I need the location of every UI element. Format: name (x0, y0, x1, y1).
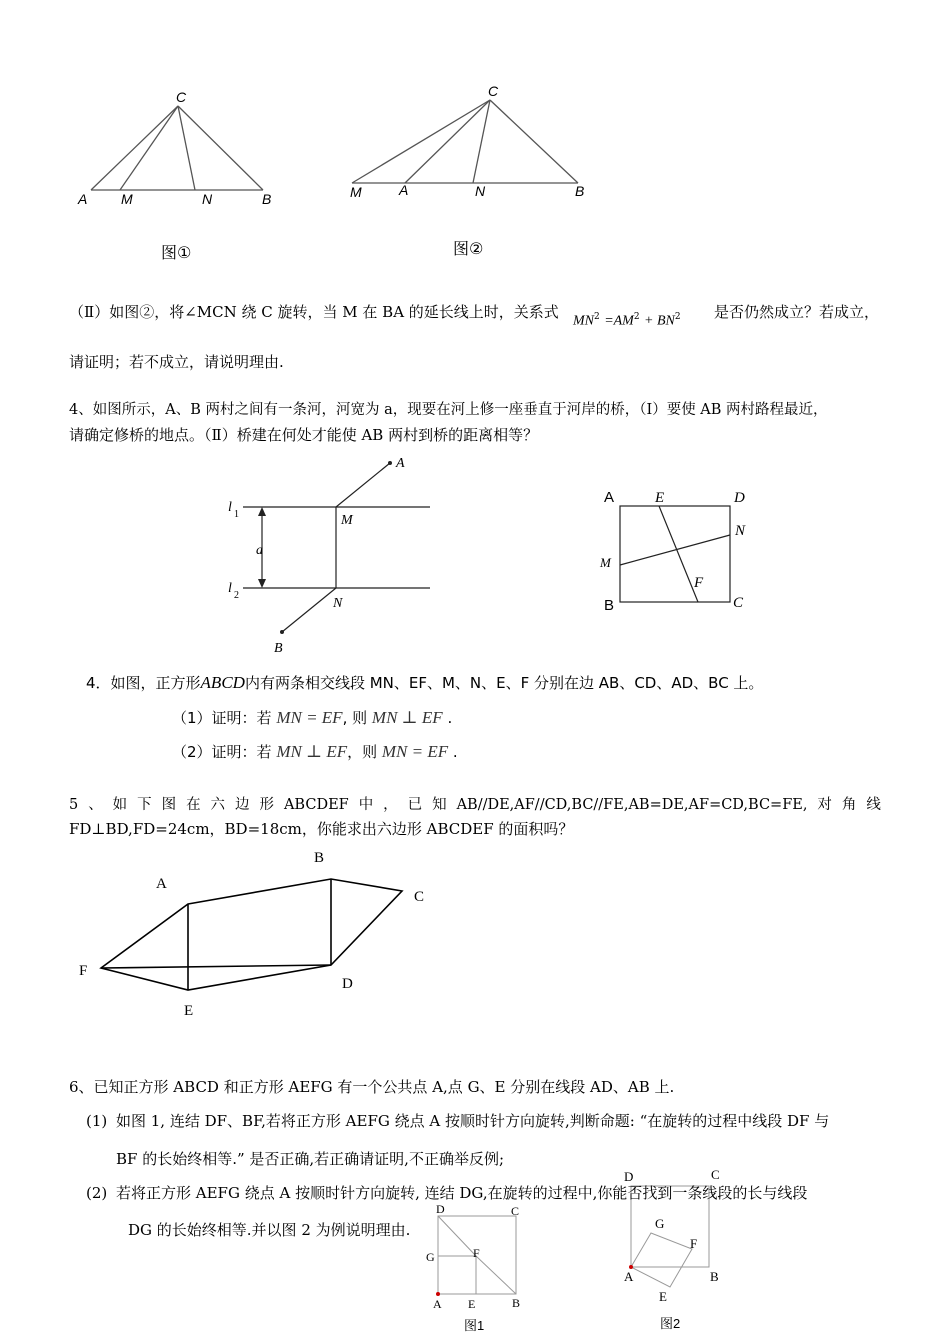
sq-label-b: B (604, 597, 615, 614)
q6-p2-line1: 若将正方形 AEFG 绕点 A 按顺时针方向旋转, 连结 DG,在旋转的过程中,你能否找到一条线段的长与线段 (116, 1184, 808, 1202)
q4-river-line1: 4、如图所示，A、B 两村之间有一条河，河宽为 a，现要在河上修一座垂直于河岸的桥，（Ⅰ）要使 AB 两村路程最近， (69, 402, 828, 418)
q5-w11: ， (383, 797, 398, 813)
q6f1-label-a: A (433, 1297, 442, 1311)
q5-w2: 如 (112, 797, 128, 813)
q4-p1-mid: , 则 (342, 709, 368, 727)
river-label-l2-sub: 2 (234, 590, 239, 601)
q4-p1-conc: MN ⊥ EF (371, 708, 443, 727)
q5-w4: 图 (161, 797, 177, 813)
q6f2-caption: 图2 (660, 1316, 681, 1331)
q5-w15: 对 (817, 797, 832, 813)
hex-label-e: E (184, 1003, 194, 1019)
q5-w17: 线 (866, 797, 881, 813)
river-label-b: B (274, 641, 283, 656)
q4-p1-end: . (447, 709, 453, 727)
q5-w16: 角 (841, 797, 857, 813)
q6f2-label-g: G (655, 1216, 665, 1231)
fig1-caption: 图① (161, 243, 192, 262)
q4-square-part1 (172, 708, 452, 728)
q5-w8: 形 (259, 797, 274, 813)
q4-square-part2 (172, 742, 458, 762)
sq-label-n: N (735, 523, 746, 539)
q5-w10: 中 (358, 797, 374, 813)
q3-part2-line1-end: 是否仍然成立？若成立， (714, 303, 880, 321)
sq-label-a: A (604, 489, 615, 506)
hex-label-c: C (414, 889, 425, 905)
fig2-label-m: M (350, 184, 362, 200)
river-label-a-width: a (256, 543, 263, 558)
q6f2-label-c: C (711, 1167, 720, 1182)
hex-label-d: D (342, 976, 353, 992)
q6f1-label-d: D (436, 1202, 445, 1216)
q5-w13: 知 (432, 797, 447, 813)
fig1-label-a: A (78, 191, 88, 207)
q4-p1-cond: MN = EF (276, 708, 343, 727)
river-label-l2: l (228, 581, 232, 596)
formula-am: =AM (604, 313, 634, 329)
sq-label-e: E (655, 490, 665, 506)
q5-w3: 下 (137, 797, 152, 813)
formula-exp-3: 2 (674, 312, 681, 322)
q4-square-intro-a: 4．如图，正方形 (86, 674, 201, 692)
q4-p2-end: . (452, 743, 458, 761)
sq-label-d: D (734, 490, 745, 506)
q6-p2-num: (2) (86, 1184, 108, 1202)
fig2-label-c: C (488, 83, 499, 99)
fig1-label-n: N (202, 191, 213, 207)
q4-p2-conc: MN = EF (381, 742, 449, 761)
q6f1-caption: 图1 (464, 1318, 485, 1333)
q4-p2-mid: ，则 (347, 743, 378, 761)
river-label-l1-sub: 1 (234, 509, 239, 520)
q6-p1-num: (1) (86, 1112, 108, 1130)
sq-label-m: M (600, 555, 611, 570)
fig2-caption: 图② (453, 239, 484, 258)
fig2-label-a: A (399, 182, 409, 198)
fig1-label-m: M (121, 191, 133, 207)
q5-w12: 已 (407, 797, 423, 813)
q6f2-label-b: B (710, 1269, 719, 1284)
q4-p2-cond: MN ⊥ EF (276, 742, 348, 761)
q6f1-label-f: F (473, 1246, 480, 1260)
formula-bn: + BN (644, 313, 675, 329)
q4-p1-prefix: （1）证明：若 (172, 709, 272, 727)
hex-label-b: B (314, 850, 325, 866)
q4-square-intro (86, 673, 763, 693)
q6f2-label-a: A (624, 1269, 634, 1284)
q5-w9: ABCDEF (283, 797, 349, 813)
fig2-label-b: B (575, 183, 585, 199)
fig1-label-b: B (262, 191, 272, 207)
river-label-a: A (396, 456, 405, 471)
formula-mn: MN (573, 313, 594, 329)
q3-formula (573, 312, 681, 330)
q6-p1-line2: BF 的长始终相等.” 是否正确,若正确请证明,不正确举反例; (116, 1150, 504, 1168)
hex-label-a: A (156, 876, 167, 892)
sq-label-c: C (733, 595, 744, 611)
hex-label-f: F (79, 963, 88, 979)
river-label-m: M (341, 513, 353, 528)
q6f1-label-b: B (512, 1296, 521, 1310)
q6f1-label-c: C (511, 1204, 520, 1218)
q5-w6: 六 (210, 797, 226, 813)
q4-river-line2: 请确定修桥的地点。（Ⅱ）桥建在何处才能使 AB 两村到桥的距离相等？ (69, 426, 539, 444)
q6f1-label-g: G (426, 1250, 435, 1264)
q6f2-label-f: F (690, 1236, 698, 1251)
q3-part2-line1-start: （Ⅱ）如图②，将∠MCN 绕 C 旋转，当 M 在 BA 的延长线上时，关系式 (69, 303, 559, 321)
q6f2-label-e: E (659, 1289, 667, 1304)
fig1-label-c: C (176, 89, 187, 105)
q5-w5: 在 (186, 797, 201, 813)
formula-exp-1: 2 (594, 312, 600, 322)
q6f1-label-e: E (468, 1297, 476, 1311)
q6f2-label-d: D (624, 1169, 634, 1184)
q4-p2-prefix: （2）证明：若 (172, 743, 272, 761)
fig2-label-n: N (475, 183, 486, 199)
q5-w14: AB//DE,AF//CD,BC//FE,AB=DE,AF=CD,BC=FE, (456, 797, 808, 813)
river-label-n: N (333, 596, 343, 611)
sq-label-f: F (694, 575, 704, 591)
q5-w1: 、 (88, 797, 103, 813)
q6-p2-line2: DG 的长始终相等.并以图 2 为例说明理由. (128, 1221, 411, 1239)
q4-square-intro-b: 内有两条相交线段 MN、EF、M、N、E、F 分别在边 AB、CD、AD、BC 上。 (244, 674, 764, 692)
formula-exp-2: 2 (633, 312, 640, 322)
q6-line1: 6、已知正方形 ABCD 和正方形 AEFG 有一个公共点 A,点 G、E 分别在线段 AD、AB 上. (69, 1078, 675, 1096)
q5-line1 (69, 795, 881, 815)
q6-p1-line1: 如图 1, 连结 DF、BF,若将正方形 AEFG 绕点 A 按顺时针方向旋转,判断命题: “在旋转的过程中线段 DF 与 (116, 1112, 830, 1130)
q5-w7: 边 (235, 797, 250, 813)
q5-line2: FD⊥BD,FD=24cm，BD=18cm，你能求出六边形 ABCDEF 的面积吗？ (69, 820, 574, 838)
q5-w0: 5 (69, 797, 79, 813)
q4-square-abcd: ABCD (200, 673, 245, 692)
river-label-l1: l (228, 500, 232, 515)
q3-part2-line2: 请证明；若不成立，请说明理由. (69, 353, 284, 371)
